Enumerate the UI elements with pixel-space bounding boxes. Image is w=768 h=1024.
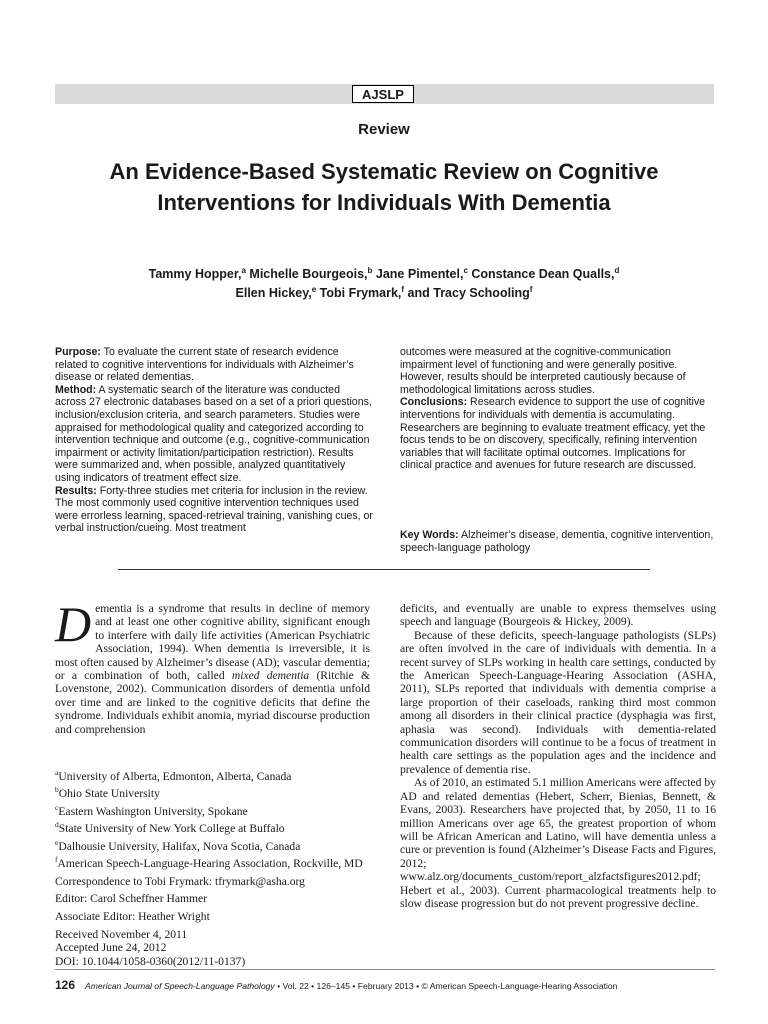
associate-editor: Associate Editor: Heather Wright xyxy=(55,909,210,923)
author: Tobi Frymark,$^f$ xyxy=(319,285,405,301)
body-paragraph: As of 2010, an estimated 5.1 million Americans were affected by AD and related dementias (Hebert, Scherr, Bienias, Bennett, & Evans, 2003). Researchers have projected that, by 2050, 11 to 16 million Americans over age 65, the greatest proportion of whom will be African American and Latino, will have dementia unless a cure or prevention is found (Alzheimer’s Disease Facts and Figures, 2012; www.alz.org/documents_custom/report_alzfactsfigures2012.pdf; Hebert et al., 2003). Current pharmacological treatments help to slow disease progression but do not prevent progressive decline. xyxy=(400,776,716,910)
body-left-column xyxy=(55,596,371,736)
affiliation: $^e$Dalhousie University, Halifax, Nova Scotia, Canada xyxy=(55,837,301,853)
abstract-purpose: Purpose: To evaluate the current state of research evidence related to cognitive interventions for individuals with Alzheimer’s disease or related dementias. xyxy=(55,346,354,384)
body-right-column xyxy=(400,602,716,910)
affiliation: $^c$Eastern Washington University, Spokane xyxy=(55,802,248,818)
citation-details: • Vol. 22 • 126–145 • February 2013 • © American Speech-Language-Hearing Association xyxy=(274,981,618,991)
journal-tag: AJSLP xyxy=(352,85,414,103)
affiliation: $^b$Ohio State University xyxy=(55,785,160,801)
body-paragraph: Because of these deficits, speech-language pathologists (SLPs) are often involved in the care of individuals with dementia. In a recent survey of SLPs working in health care settings, conducted by the American Speech-Language-Hearing Association (ASHA, 2011), SLPs reported that individuals with dementia comprise a large proportion of their caseloads, ranking third most common among all disorders in their clinical practice (dysphagia was first, aphasia was second). Individuals with dementia-related communication disorders will continue to be a focus of treatment in health care settings as the population ages and the incidence and prevalence of dementia rise. xyxy=(400,628,716,776)
doi: DOI: 10.1044/1058-0360(2012/11-0137) xyxy=(55,954,246,968)
accepted-date: Accepted June 24, 2012 xyxy=(55,941,167,955)
received-date: Received November 4, 2011 xyxy=(55,927,188,941)
author: Jane Pimentel,$^c$ xyxy=(375,266,468,282)
author: Ellen Hickey,$^e$ xyxy=(235,285,317,301)
affiliation: $^d$State University of New York College at Buffalo xyxy=(55,820,285,836)
journal-name: American Journal of Speech-Language Pathology xyxy=(85,981,275,991)
abstract-method: Method: A systematic search of the literature was conducted across 27 electronic databases based on a set of a priori questions, inclusion/exclusion criteria, and search parameters. Studies were appraised for methodological quality and categorized according to intervention technique and outcome (e.g., cognitive-communication impairment or activity limitation/participation restriction). Results were summarized and, when possible, analyzed quantitatively using indicators of treatment effect size. xyxy=(55,383,372,484)
author: Constance Dean Qualls,$^d$ xyxy=(471,266,620,282)
page-footer xyxy=(55,978,715,992)
section-label: Review xyxy=(358,121,410,138)
article-title: An Evidence-Based Systematic Review on Cognitive Interventions for Individuals With Dementia xyxy=(109,159,659,215)
body-paragraph: deficits, and eventually are unable to express themselves using speech and language (Bourgeois & Hickey, 2009). xyxy=(400,602,716,629)
affiliation: $^f$American Speech-Language-Hearing Association, Rockville, MD xyxy=(55,855,363,871)
section-divider xyxy=(118,569,650,570)
author-list xyxy=(60,263,708,301)
correspondence: Correspondence to Tobi Frymark: tfrymark@asha.org xyxy=(55,874,305,888)
abstract-left-column xyxy=(55,346,373,535)
body-paragraph: Dementia is a syndrome that results in decline of memory and at least one other cognitive ability, significant enough to interfere with daily life activities (American Psychiatric Association, 1994). When dementia is irreversible, it is most often caused by Alzheimer’s disease (AD); vascular dementia; or a combination of both, called mixed dementia (Ritchie & Lovenstone, 2002). Communication disorders of dementia unfold over time and are linked to the cognitive deficits that define the syndrome. Individuals exhibit anomia, myriad discourse production and comprehension xyxy=(55,596,371,736)
author: and Tracy Schooling$^f$ xyxy=(407,285,533,301)
abstract-right-column xyxy=(400,346,716,472)
drop-cap: D xyxy=(55,596,92,652)
affiliations-block xyxy=(55,766,370,968)
editor: Editor: Carol Scheffner Hammer xyxy=(55,892,208,906)
footer-rule xyxy=(55,969,715,970)
abstract-results-continued: outcomes were measured at the cognitive-communication impairment level of functioning and were generally positive. However, results should be interpreted cautiously because of methodological limitations across studies. xyxy=(400,346,686,396)
page-number: 126 xyxy=(55,978,76,992)
abstract-conclusions: Conclusions: Research evidence to support the use of cognitive interventions for individuals with dementia is accumulating. Researchers are beginning to evaluate treatment efficacy, yet the focus tends to be on discovery, specifically, refining intervention variables that will facilitate optimal outcomes. Implications for clinical practice and avenues for future research are discussed. xyxy=(400,396,706,472)
affiliation: $^a$University of Alberta, Edmonton, Alberta, Canada xyxy=(55,768,292,783)
author: Michelle Bourgeois,$^b$ xyxy=(249,266,373,282)
keywords: Key Words: Alzheimer’s disease, dementia, cognitive intervention, speech-language pathology xyxy=(400,529,714,554)
abstract-results: Results: Forty-three studies met criteria for inclusion in the review. The most commonly used cognitive intervention techniques used were errorless learning, spaced-retrieval training, vanishing cues, or verbal instruction/cueing. Most treatment xyxy=(55,484,373,535)
author: Tammy Hopper,$^a$ xyxy=(148,266,246,282)
